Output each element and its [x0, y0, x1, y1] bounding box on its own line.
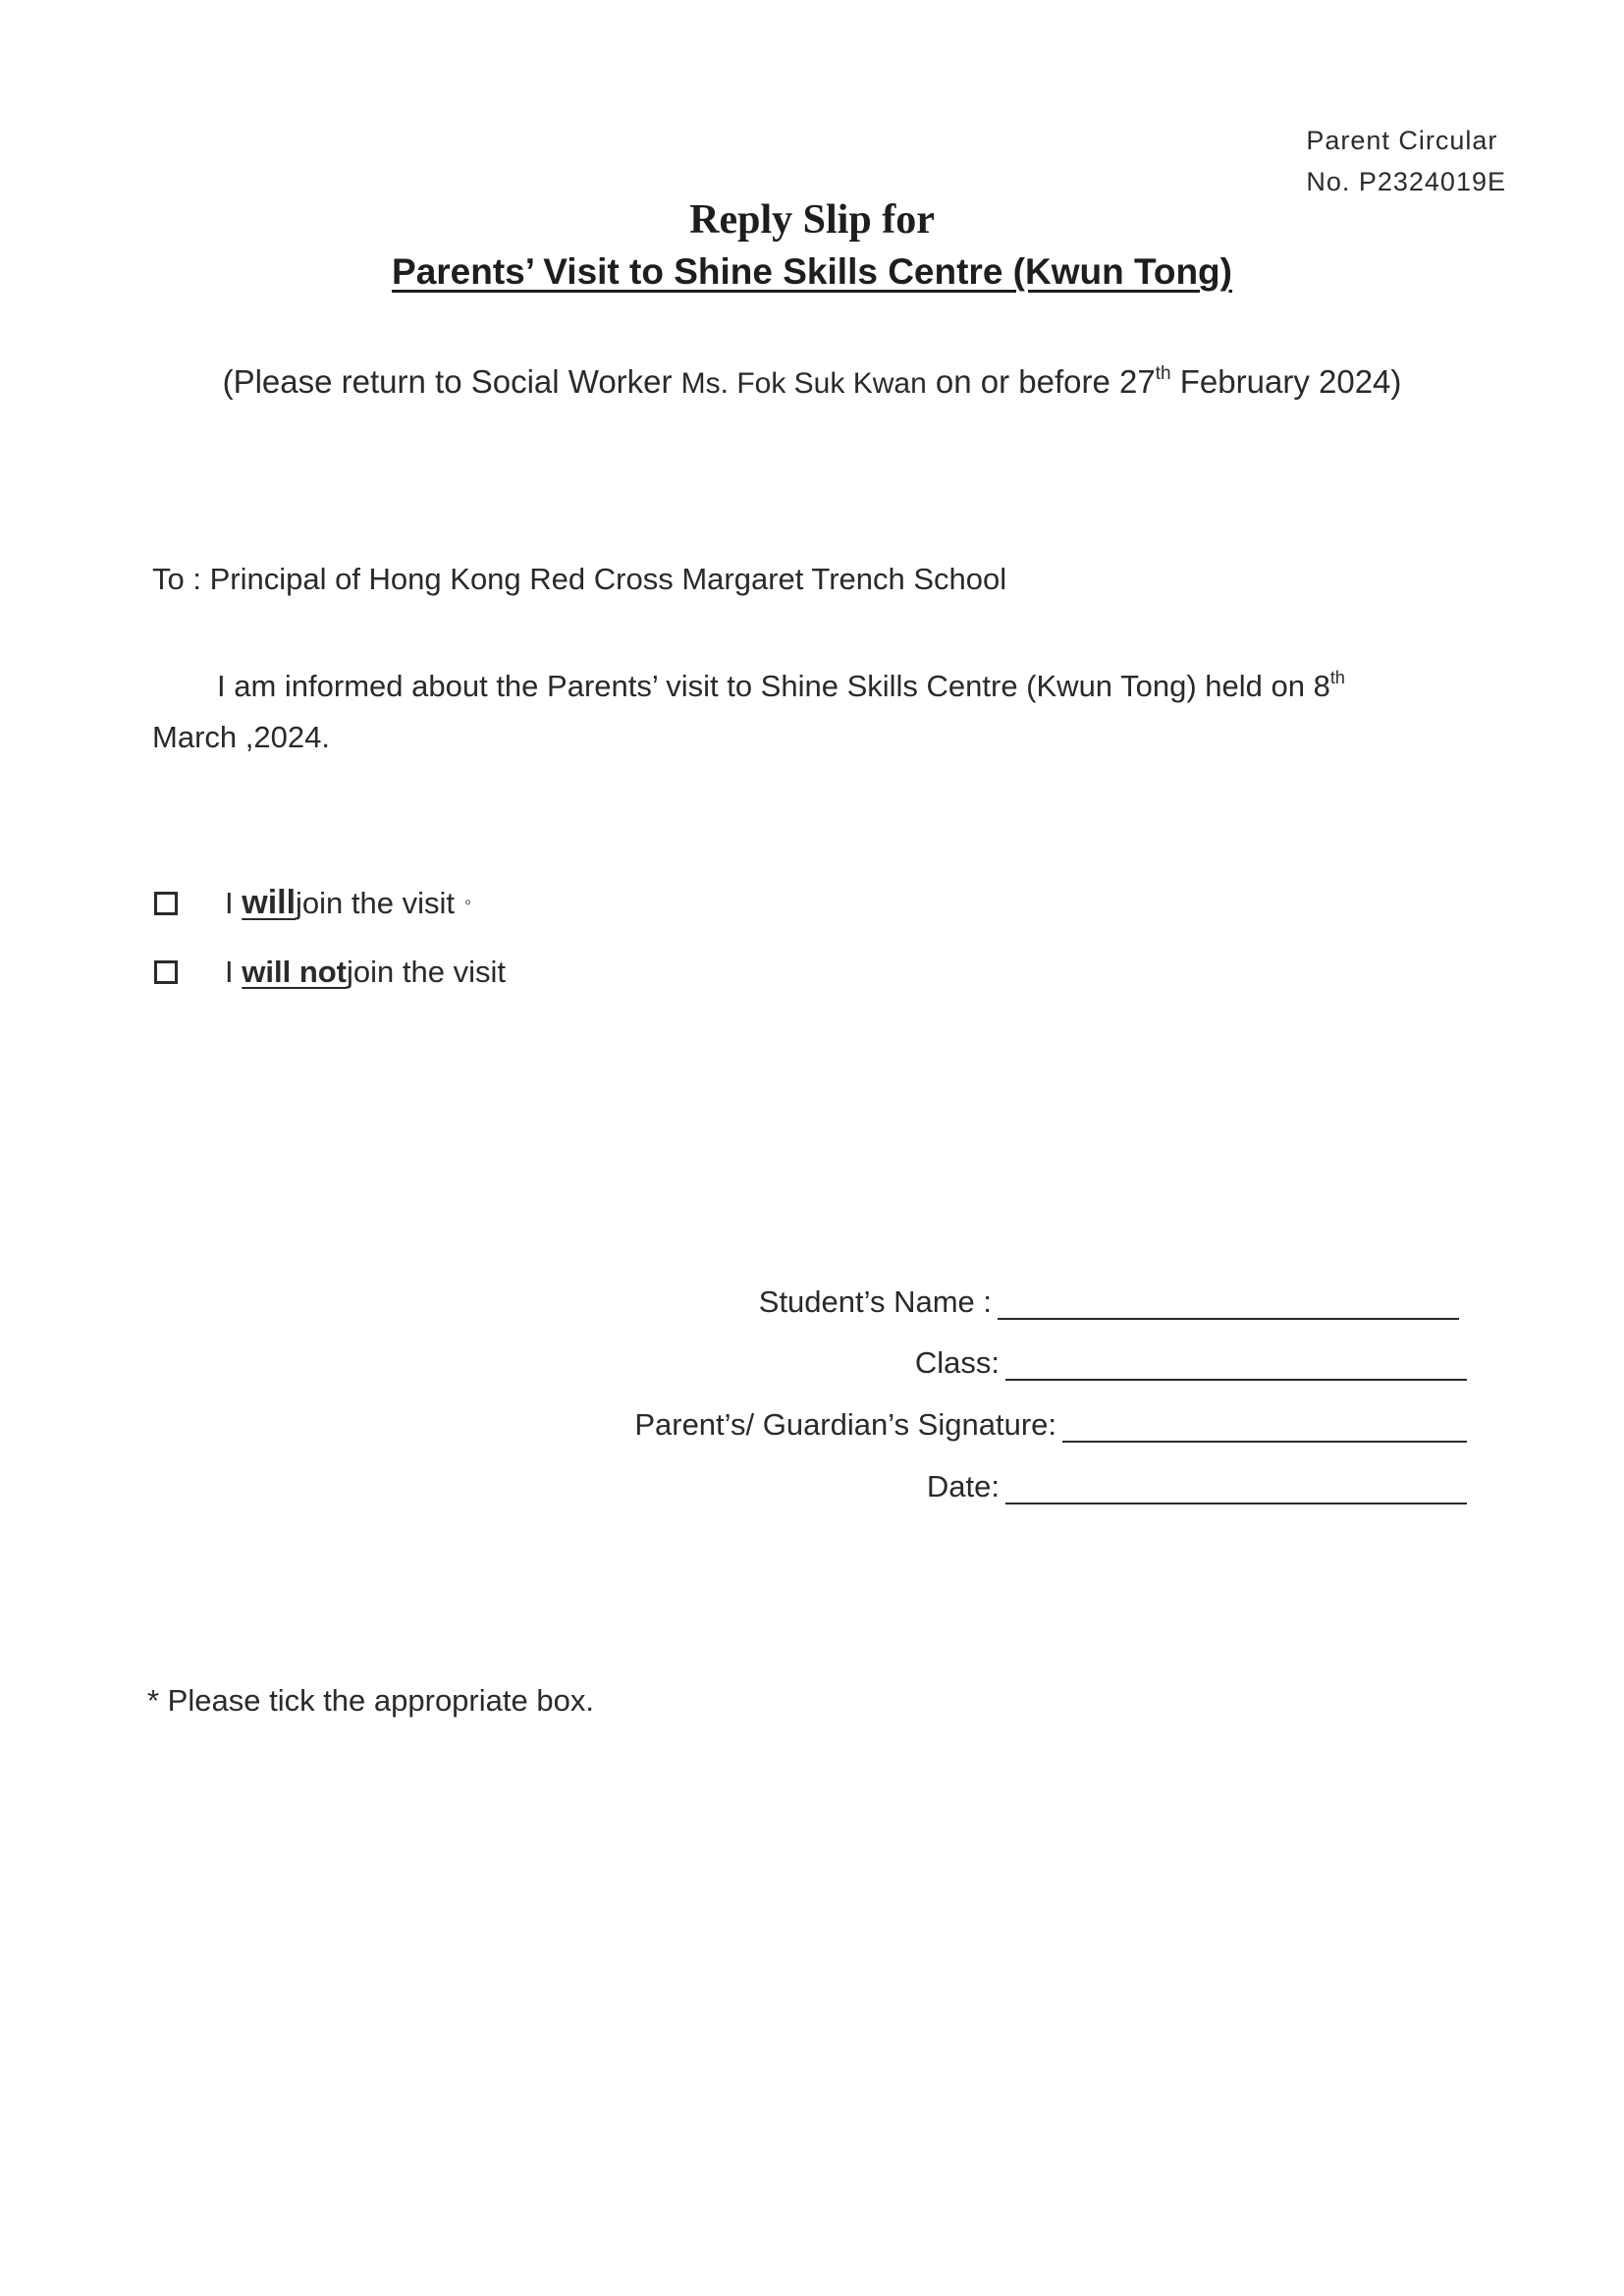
option-will-join[interactable] — [154, 884, 471, 922]
class-field[interactable] — [915, 1345, 1467, 1381]
option-mark: ◦ — [464, 892, 472, 913]
student-name-field[interactable] — [759, 1285, 1459, 1320]
date-field[interactable] — [927, 1469, 1467, 1504]
body-paragraph — [152, 661, 1458, 763]
student-name-line[interactable] — [998, 1288, 1459, 1320]
option-emphasis: will — [242, 884, 297, 921]
class-line[interactable] — [1005, 1349, 1467, 1381]
checkbox-will-not-join[interactable] — [154, 960, 178, 984]
footnote: * Please tick the appropriate box. — [147, 1683, 594, 1718]
signature-label: Parent’s/ Guardian’s Signature: — [634, 1407, 1056, 1442]
page-subtitle — [0, 251, 1624, 293]
body-text: I am informed about the Parents’ visit to Shine Skills Centre (Kwun Tong) held on 8 — [217, 669, 1330, 703]
return-middle: on or before 27 — [926, 363, 1156, 400]
body-ordinal: th — [1329, 668, 1345, 687]
body-text-date: March ,2024. — [152, 720, 330, 754]
checkbox-will-join[interactable] — [154, 892, 178, 915]
return-ordinal: th — [1155, 363, 1171, 384]
date-line[interactable] — [1005, 1473, 1467, 1504]
option-will-not-join[interactable] — [154, 955, 506, 990]
class-label: Class: — [914, 1345, 1000, 1380]
signature-field[interactable] — [634, 1407, 1467, 1443]
option-prefix: I — [225, 885, 234, 920]
return-prefix: (Please return to Social Worker — [222, 363, 681, 400]
option-emphasis: will not — [242, 955, 348, 989]
option-suffix: join the visit — [347, 955, 506, 989]
addressee: To : Principal of Hong Kong Red Cross Margaret Trench School — [152, 562, 1007, 596]
student-name-label: Student’s Name : — [758, 1285, 992, 1319]
return-instruction — [0, 363, 1624, 401]
circular-number — [1306, 120, 1506, 202]
option-prefix: I — [225, 955, 234, 989]
circular-no: No. P2324019E — [1306, 167, 1506, 196]
return-suffix: February 2024) — [1170, 363, 1402, 400]
date-label: Date: — [926, 1469, 1000, 1503]
subtitle-text: Parents’ Visit to Shine Skills Centre (Kwun Tong) — [392, 251, 1232, 292]
option-suffix: join the visit — [296, 885, 456, 920]
page-title: Reply Slip for — [689, 197, 935, 243]
signature-line[interactable] — [1062, 1411, 1467, 1443]
social-worker-name: Ms. Fok Suk Kwan — [680, 367, 927, 400]
circular-label: Parent Circular — [1306, 126, 1498, 155]
